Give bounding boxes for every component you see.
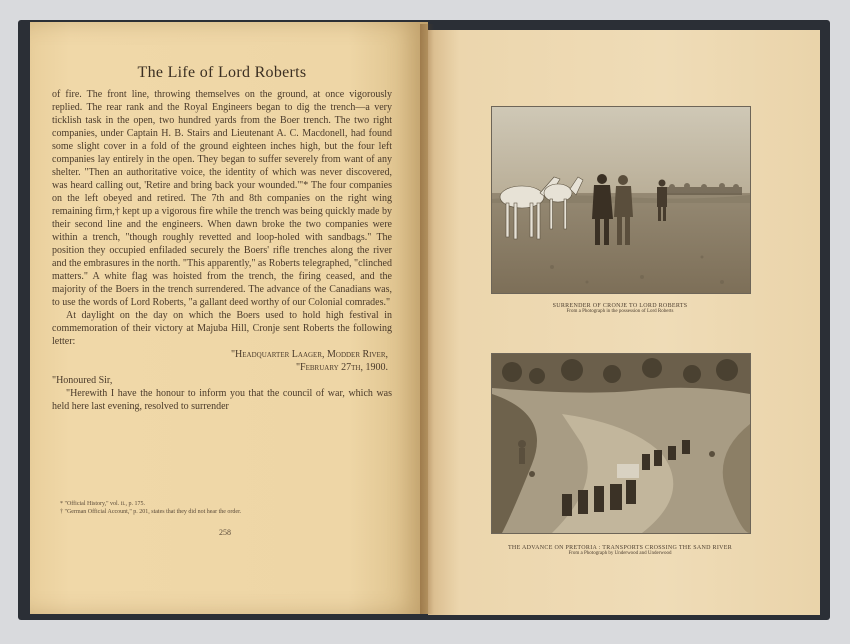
plate-credit: From a Photograph by Underwood and Underwood — [568, 551, 672, 556]
letter-date: "February 27th, 1900. — [295, 362, 388, 373]
plate-credit: From a Photograph in the possession of Lord Roberts — [566, 309, 674, 314]
letter-header: "Headquarter Laager, Modder River, — [230, 349, 388, 360]
plate-caption — [480, 303, 760, 314]
page-number: 258 — [219, 528, 231, 537]
surrender-photo — [491, 106, 751, 294]
transports-photo — [491, 353, 751, 534]
footnote: † "German Official Account," p. 201, states that they did not hear the order. — [60, 509, 242, 515]
body-text — [52, 88, 392, 413]
letter-body: "Herewith I have the honour to inform you that the council of war, which was held here last evening, resolved to surrender — [52, 388, 392, 412]
plate-title: SURRENDER OF CRONJE TO LORD ROBERTS — [552, 303, 688, 309]
transports-photo-image — [492, 354, 750, 533]
paragraph: At daylight on the day on which the Boers used to hold high festival in commemoration of their victory at Majuba Hill, Cronje sent Roberts the following letter: — [52, 310, 392, 347]
footnote: * "Official History," vol. ii., p. 175. — [60, 501, 146, 507]
paragraph: of fire. The front line, throwing themselves on the ground, at once vigorously replied. The rear rank and the Royal Engineers began to dig the trench—a very ticklish task in the open, two hundred yards from the Boer trench. The two right companies, under Captain H. B. Stairs and Lieutenant A. C. Macdonell, had found some slight cover in a fold of the ground eighteen inches high, but the four left companies lay entirely in the open. They began to suffer severely from want of any shelter. "Then an authoritative voice, the identity of which was never discovered, was heard calling out, 'Retire and bring back your wounded.'"* The four companies on the left obeyed and retired. The 7th and 8th companies on the right wing remaining firm,† kept up a vigorous fire while the trench was being quickly made by their second line and the engineers. When dawn broke the two companies were within a trench, "though roughly revetted and loop-holed with sandbags." The position they occupied enfiladed securely the Boers' rifle trenches along the river and the embrasures in the north. "This apparently," as Roberts telegraphed, "clinched matters." A white flag was hoisted from the trench, the firing ceased, and the majority of the Boers in the trench surrendered. The advance of the Canadians was, to use the words of Lord Roberts, "a gallant deed worthy of our Colonial comrades." — [52, 89, 392, 308]
book-gutter — [420, 24, 434, 614]
plate-caption — [480, 545, 760, 556]
footnotes — [60, 500, 390, 516]
surrender-photo-image — [492, 107, 750, 293]
plate-title: THE ADVANCE ON PRETORIA : TRANSPORTS CROSSING THE SAND RIVER — [507, 545, 733, 551]
salutation: "Honoured Sir, — [52, 375, 113, 386]
running-title: The Life of Lord Roberts — [137, 64, 307, 81]
